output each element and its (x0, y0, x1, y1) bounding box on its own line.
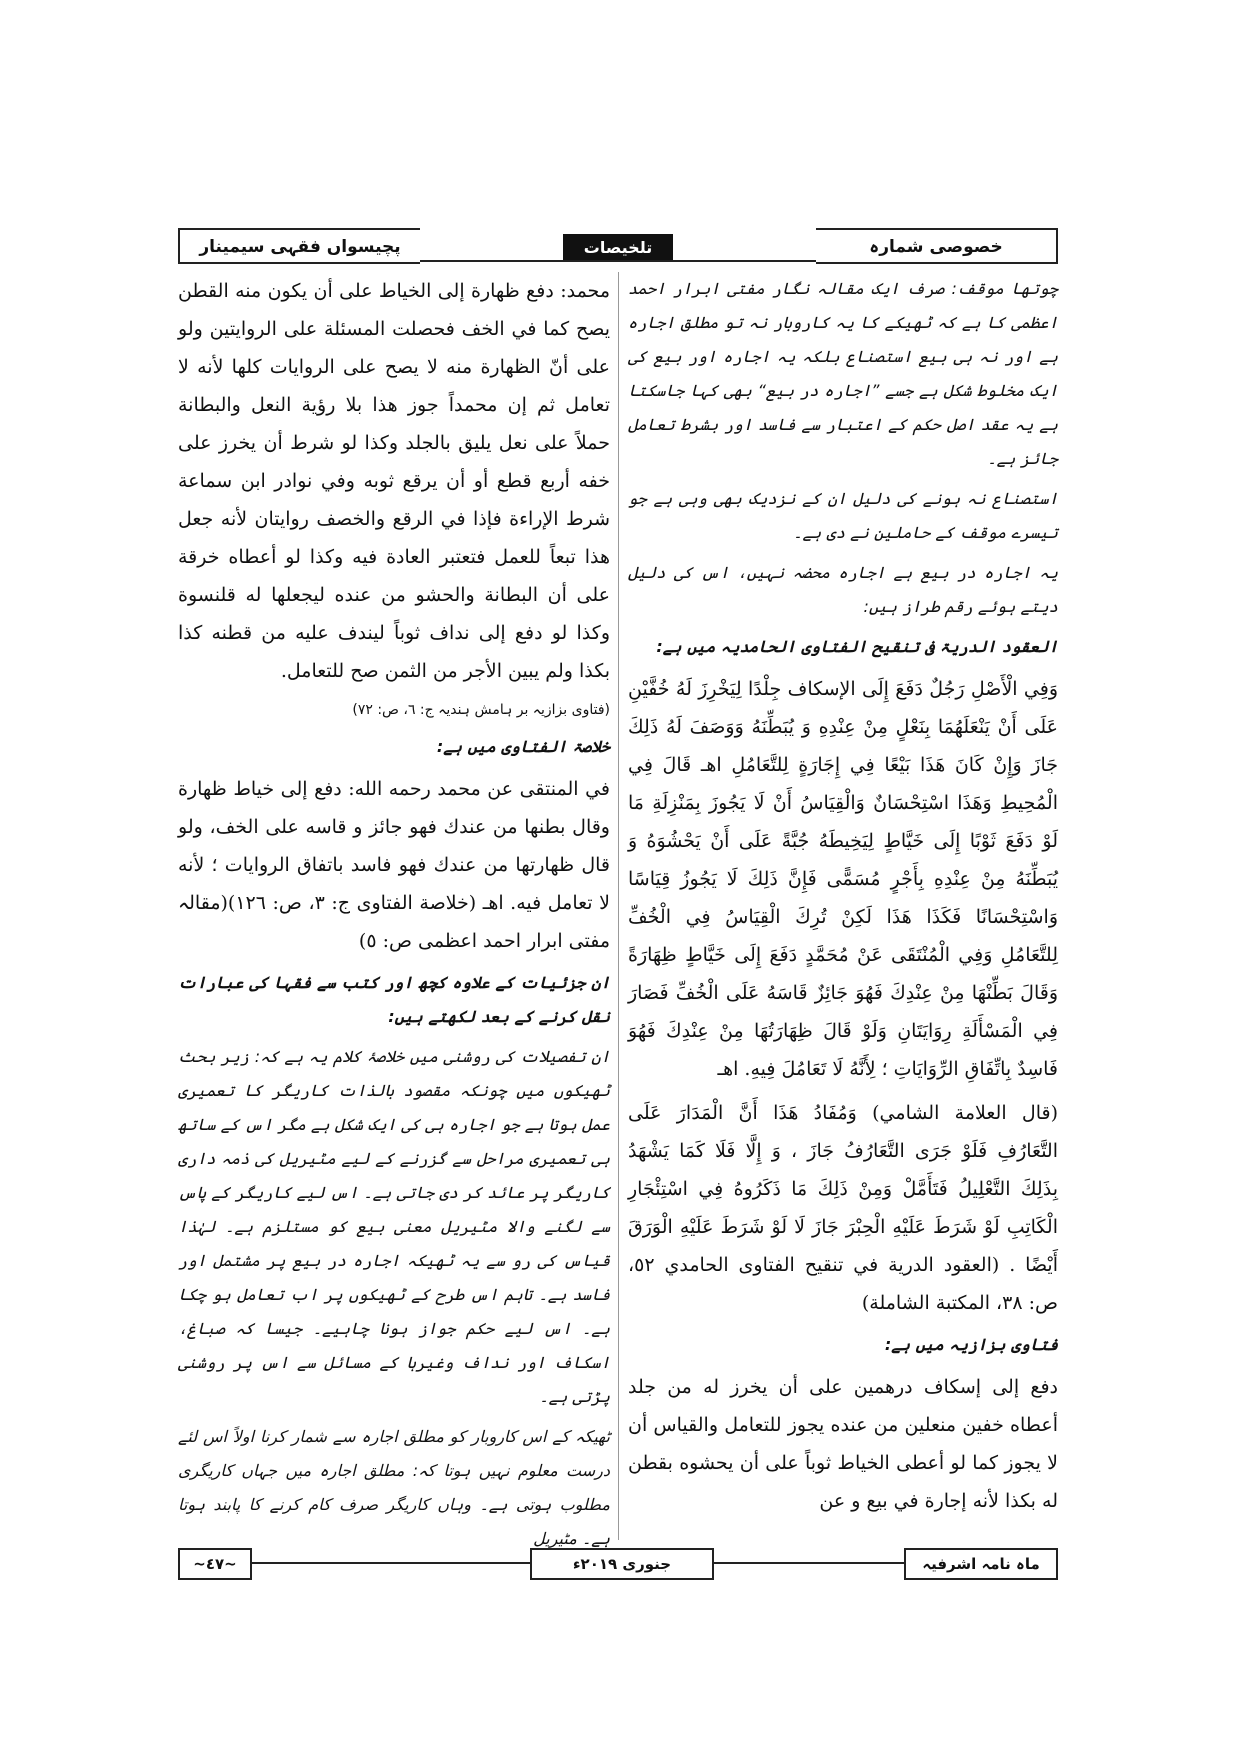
ijara-argument-paragraph: یہ اجارہ در بیع ہے اجارہ محضہ نہیں، اس کی دلیل دیتے ہوئے رقم طراز ہیں: (628, 563, 1058, 616)
transition-paragraph: ان جزئیات کے علاوہ کچھ اور کتب سے فقہا کی عبارات نقل کرنے کے بعد لکھتے ہیں: (178, 973, 610, 1026)
arabic-quote-continued: محمد: دفع ظهارة إلى الخياط على أن يكون منه القطن يصح كما في الخف فحصلت المسئلة على الروايتين ولو على أنّ الظهارة منه لا يصح على الروايات كلها لأنه لا تعامل ثم إن محمداً جوز هذا بلا رؤية النعل والبطانة حملاً على نعل يليق بالجلد وكذا لو شرط أن يخرز على خفه أربع قطع أو أن يرقع ثوبه وفي نوادر ابن سماعة شرط الإراءة فإذا في الرقع والخصف روايتان لأنه جعل هذا تبعاً للعمل فتعتبر العادة فيه وكذا لو أعطاه خرقة على أن البطانة والحشو من عنده ليجعلها له قلنسوة وكذا لو دفع إلى نداف ثوباً ليندف عليه من قطنه كذا بكذا ولم يبين الأجر من الثمن صح للتعامل. (178, 280, 610, 682)
issue-date: جنوری ۲۰۱۹ء (530, 1548, 714, 1580)
magazine-name: ماہ نامہ اشرفیہ (904, 1548, 1058, 1580)
arabic-quote-khulasa: في المنتقى عن محمد رحمه الله: دفع إلى خياط ظهارة وقال بطنها من عندك فهو جائز و قاسه على الخف، ولو قال ظهارتها من عندك فهو فاسد باتفاق الروايات ؛ لأنه لا تعامل فيه. اهـ (خلاصة الفتاوی ج: ٣، ص: ١٢٦)(مقالہ مفتی ابرار احمد اعظمی ص: ٥) (178, 778, 610, 952)
arabic-quote-shami: (قال العلامة الشامي) وَمُفَادُ هَذَا أَنَّ الْمَدَارَ عَلَى التَّعَارُفِ فَلَوْ جَرَى التَّعَارُفُ جَازَ ، وَ إِلَّا فَلَا كَمَا يَشْهَدُ بِذَلِكَ التَّعْلِيلُ فَتَأَمَّلْ وَمِنْ ذَلِكَ مَا ذَكَرُوهُ فِي اسْتِئْجَارِ الْكَاتِبِ لَوْ شَرَطَ عَلَيْهِ الْحِبْرَ جَازَ لَا لَوْ شَرَطَ عَلَيْهِ الْوَرَقَ أَيْضًا . (العقود الدرية في تنقيح الفتاوى الحامدي ٥٢، ص: ٣٨، المكتبة الشاملة) (628, 1102, 1058, 1314)
arabic-quote-bazzaziya: دفع إلى إسكاف درهمين على أن يخرز له من جلد أعطاه خفين منعلين من عنده يجوز للتعامل والقياس أن لا يجوز كما لو أعطى الخياط ثوباً على أن يحشوه بقطن له بكذا لأنه إجارة في بيع و عن (628, 1376, 1058, 1512)
bazzaziya-heading: فتاوی بزازیہ میں ہے: (884, 1335, 1058, 1354)
page-header (178, 228, 1058, 262)
page-number: ~٤٧~ (178, 1548, 252, 1580)
column-divider (618, 272, 619, 1540)
reference-bazzaziya: (فتاوی بزازیہ بر ہامش ہندیہ ج: ٦، ص: ٧٢) (352, 702, 610, 718)
left-column (178, 272, 610, 1562)
istisna-argument-paragraph: استصناع نہ ہونے کی دلیل ان کے نزدیک بھی وہی ہے جو تیسرے موقف کے حاملین نے دی ہے۔ (628, 489, 1058, 542)
issue-title: خصوصی شمارہ (816, 228, 1058, 264)
section-title: تلخیصات (563, 234, 673, 260)
fourth-position-paragraph: چوتھا موقف: صرف ایک مقالہ نگار مفتی ابرار احمد اعظمی کا ہے کہ ٹھیکے کا یہ کاروبار نہ تو مطلق اجارہ ہے اور نہ ہی بیع استصناع بلکہ یہ اجارہ اور بیع کی ایک مخلوط شکل ہے جسے ”اجارہ در بیع“ بھی کہا جاسکتا ہے یہ عقد اصل حکم کے اعتبار سے فاسد اور بشرط تعامل جائز ہے۔ (628, 279, 1058, 468)
arabic-quote-asl: وَفِي الْأَصْلِ رَجُلٌ دَفَعَ إِلَى الإسكاف جِلْدًا لِيَخْرِزَ لَهُ خُفَّيْنِ عَلَى أَنْ يَنْعَلَهُمَا بِنَعْلٍ مِنْ عِنْدِهِ وَ يُبَطِّنَهُ وَوَصَفَ لَهُ ذَلِكَ جَازَ وَإِنْ كَانَ هَذَا بَيْعًا فِي إِجَارَةٍ لِلتَّعَامُلِ اهـ قَالَ فِي الْمُحِيطِ وَهَذَا اسْتِحْسَانٌ وَالْقِيَاسُ أَنْ لَا يَجُوزَ بِمَنْزِلَةِ مَا لَوْ دَفَعَ ثَوْبًا إِلَى خَيَّاطٍ لِيَخِيطَهُ جُبَّةً عَلَى أَنْ يَحْشُوَهُ وَ يُبَطِّنَهُ مِنْ عِنْدِهِ بِأَجْرٍ مُسَمًّى فَإِنَّ ذَلِكَ لَا يَجُوزُ قِيَاسًا وَاسْتِحْسَانًا فَكَذَا هَذَا لَكِنْ تُرِكَ الْقِيَاسُ فِي الْخُفِّ لِلتَّعَامُلِ وَفِي الْمُنْتَقَى عَنْ مُحَمَّدٍ دَفَعَ إِلَى خَيَّاطٍ ظِهَارَةً وَقَالَ بَطِّنْهَا مِنْ عِنْدِكَ فَهُوَ جَائِزٌ قَاسَهُ عَلَى الْخُفِّ فَصَارَ فِي الْمَسْأَلَةِ رِوَايَتَانِ وَلَوْ قَالَ ظِهَارَتُهَا مِنْ عِنْدِكَ فَهُوَ فَاسِدٌ بِاتِّفَاقِ الرِّوَايَاتِ ؛ لِأَنَّهُ لَا تَعَامُلَ فِيهِ. اهـ (628, 678, 1058, 1080)
page-footer (178, 1548, 1058, 1578)
seminar-title: پچیسواں فقہی سیمینار (178, 228, 420, 264)
contract-analysis-paragraph: ٹھیکہ کے اس کاروبار کو مطلق اجارہ سے شمار کرنا اولاً اس لئے درست معلوم نہیں ہوتا کہ: مطلق اجارہ میں جہاں کاریگری مطلوب ہوتی ہے۔ وہاں کاریگر صرف کام کرنے کا پابند ہوتا ہے۔ مٹیریل (178, 1427, 610, 1548)
uqud-durriya-heading: العقود الدریۃ فی تنقیح الفتاوی الحامدیہ میں ہے: (656, 637, 1058, 656)
right-column (628, 272, 1058, 1526)
khulasa-heading: خلاصۃ الفتاوی میں ہے: (436, 737, 610, 756)
conclusion-paragraph: ان تفصیلات کی روشنی میں خلاصۂ کلام یہ ہے کہ: زیر بحث ٹھیکوں میں چونکہ مقصود بالذات کاریگر کا تعمیری عمل ہوتا ہے جو اجارہ ہی کی ایک شکل ہے مگر اس کے ساتھ ہی تعمیری مراحل سے گزرنے کے لیے مٹیریل کی ذمہ داری کاریگر پر عائد کر دی جاتی ہے۔ اس لیے کاریگر کے پاس سے لگنے والا مٹیریل معنی بیع کو مستلزم ہے۔ لہٰذا قیاس کی رو سے یہ ٹھیکہ اجارہ در بیع پر مشتمل اور فاسد ہے۔ تاہم اس طرح کے ٹھیکوں پر اب تعامل ہو چکا ہے۔ اس لیے حکم جواز ہونا چاہیے۔ جیسا کہ صباغ، اسکاف اور نداف وغیرہا کے مسائل سے اس پر روشنی پڑتی ہے۔ (178, 1047, 610, 1406)
